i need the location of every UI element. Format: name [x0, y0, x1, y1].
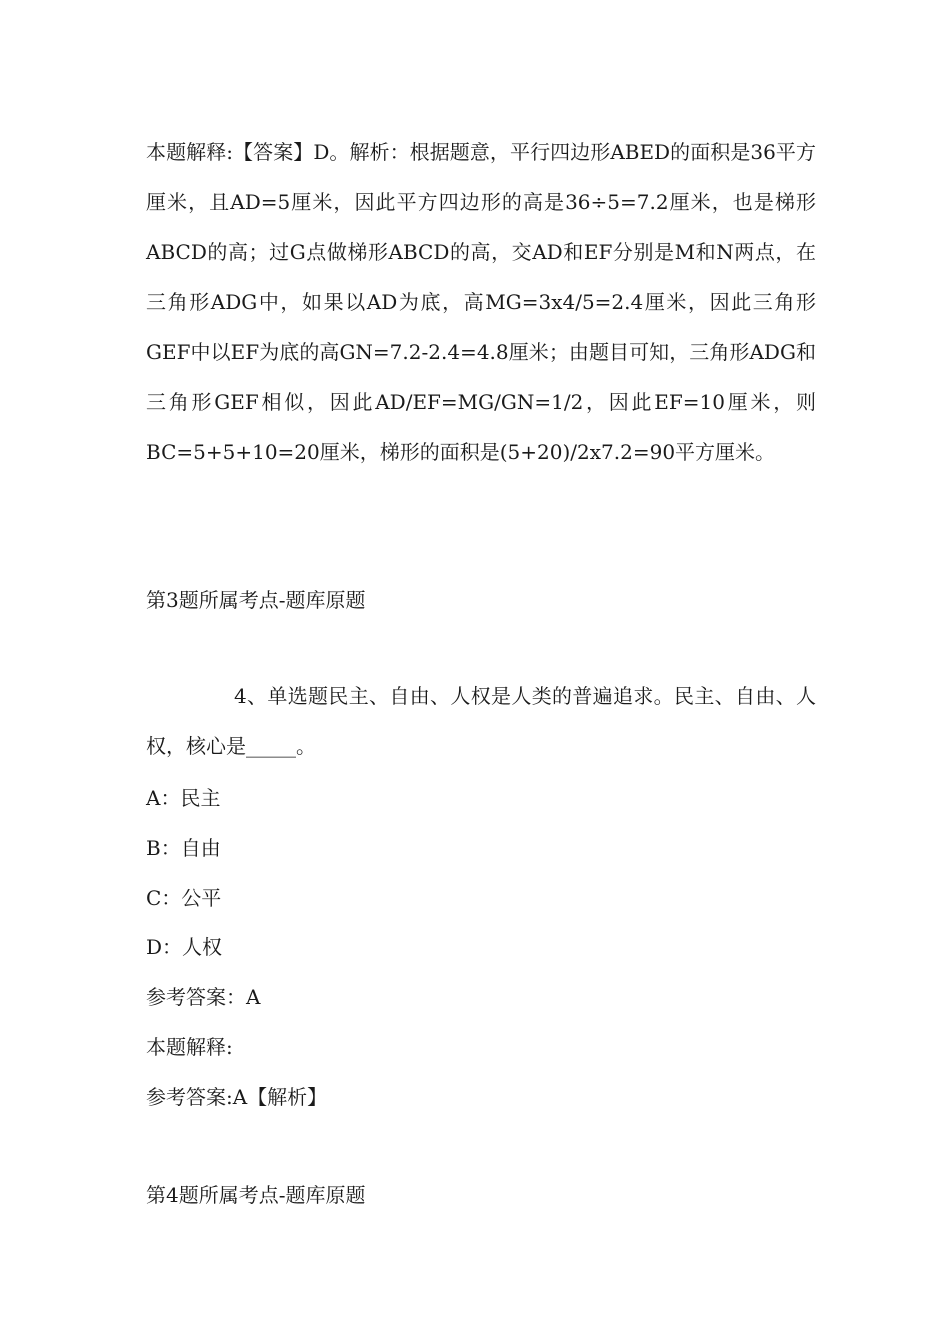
q4-option-c: C：公平 [146, 886, 222, 910]
q4-option-d: D：人权 [146, 935, 223, 959]
q3-source: 第3题所属考点-题库原题 [146, 588, 366, 612]
q4-question-stem: 4、单选题民主、自由、人权是人类的普遍追求。民主、自由、人权，核心是_____。 [146, 684, 816, 758]
q4-answer: 参考答案：A [146, 985, 261, 1009]
q3-explanation: 本题解释:【答案】D。解析：根据题意，平行四边形ABED的面积是36平方厘米，且AD=5厘米，因此平方四边形的高是36÷5=7.2厘米，也是梯形ABCD的高；过G点做梯形ABCD的高，交AD和EF分别是M和N两点，在三角形ADG中，如果以AD为底，高MG=3x4/5=2.4厘米，因此三角形GEF中以EF为底的高GN=7.2-2.4=4.8厘米；由题目可知，三角形ADG和三角形GEF相似，因此AD/EF=MG/GN=1/2，因此EF=10厘米，则BC=5+5+10=20厘米，梯形的面积是(5+20)/2x7.2=90平方厘米。 [146, 140, 816, 464]
q4-option-a: A：民主 [146, 786, 221, 810]
q4-option-b: B：自由 [146, 836, 221, 860]
q4-explanation-label: 本题解释: [146, 1035, 233, 1059]
q4-source: 第4题所属考点-题库原题 [146, 1183, 366, 1207]
q4-explanation: 参考答案:A【解析】 [146, 1085, 328, 1109]
